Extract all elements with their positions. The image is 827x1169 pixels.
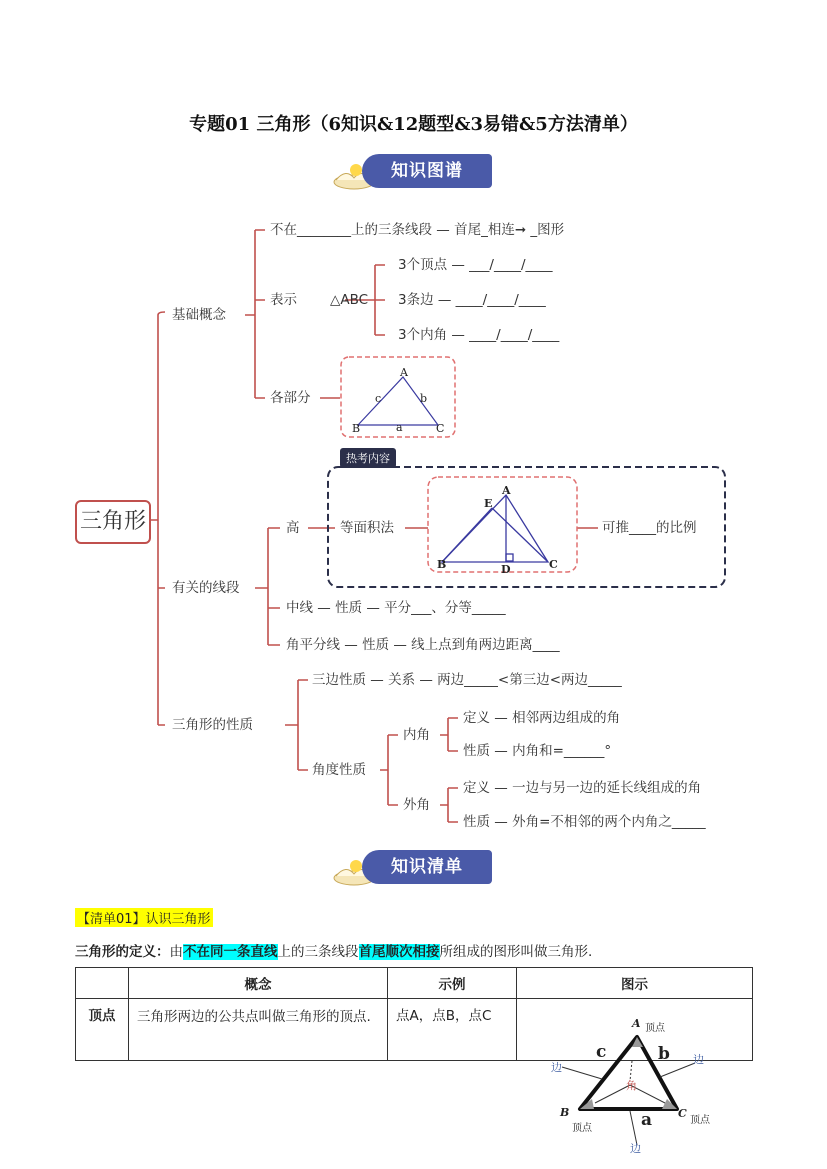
diagram-vertex-a: 顶点: [645, 1023, 665, 1034]
node-ext-def: 定义 — 一边与另一边的延长线组成的角: [463, 780, 702, 796]
fig-label-A: A: [502, 484, 511, 497]
diagram-side-a: a: [641, 1110, 653, 1130]
table-cell-example: 点A，点B，点C: [388, 999, 517, 1061]
hot-content-badge: 热考内容: [340, 448, 396, 468]
node-repr: 表示: [270, 292, 297, 308]
diagram-vertex-c: 顶点: [690, 1115, 710, 1126]
table-cell-name: 顶点: [76, 999, 129, 1061]
table-header: [76, 968, 129, 999]
node-sides: 3条边 — ____/____/____: [398, 292, 546, 308]
diagram-side-b: b: [658, 1044, 670, 1064]
node-bisector: 角平分线 — 性质 — 线上点到角两边距离____: [286, 637, 560, 653]
node-parts: 各部分: [270, 390, 311, 406]
definition-highlight-1: 不在同一条直线: [183, 944, 278, 960]
diagram-side-c: c: [596, 1042, 607, 1062]
node-area-method: 等面积法: [340, 520, 394, 536]
fig-label-C: C: [549, 558, 558, 571]
tri-label-B: B: [352, 422, 361, 435]
node-segments: 有关的线段: [172, 580, 240, 596]
triangle-diagram: [540, 1015, 740, 1155]
banner-title: 知识图谱: [362, 154, 492, 188]
definition-text-1: 由: [169, 944, 183, 960]
node-basic-def: 不在________上的三条线段 — 首尾_相连➞ _图形: [270, 222, 565, 238]
node-interior: 内角: [403, 727, 430, 743]
diagram-vertex-b: 顶点: [572, 1123, 592, 1134]
table-header: 图示: [517, 968, 753, 999]
definition-text-2: 上的三条线段: [277, 944, 359, 960]
node-angles: 3个内角 — ____/____/____: [398, 327, 560, 343]
node-side-prop: 三边性质 — 关系 — 两边_____<第三边<两边_____: [312, 672, 622, 688]
diagram-angle: 角: [626, 1079, 637, 1092]
definition-text-3: 所组成的图形叫做三角形.: [439, 944, 593, 960]
node-abc: △ABC: [330, 292, 369, 308]
node-vertices: 3个顶点 — ___/____/____: [398, 257, 553, 273]
node-int-def: 定义 — 相邻两边组成的角: [463, 710, 621, 726]
banner-title: 知识清单: [362, 850, 492, 884]
tri-label-C: C: [436, 422, 445, 435]
node-properties: 三角形的性质: [172, 717, 253, 733]
node-infer: 可推____的比例: [602, 520, 697, 536]
definition-lead: 三角形的定义：: [75, 944, 170, 960]
node-height: 高: [286, 520, 300, 536]
node-basic: 基础概念: [172, 307, 226, 323]
diagram-label-B: B: [560, 1106, 570, 1119]
table-header: 概念: [129, 968, 388, 999]
node-median: 中线 — 性质 — 平分___、分等_____: [286, 600, 506, 616]
fig-label-B: B: [437, 558, 447, 571]
page-title: 专题01 三角形（6知识&12题型&3易错&5方法清单）: [189, 114, 638, 135]
node-exterior: 外角: [403, 797, 430, 813]
fig-label-E: E: [484, 497, 493, 510]
knowledge-list-banner: [332, 846, 492, 890]
node-angle-prop: 角度性质: [312, 762, 366, 778]
tri-label-a: a: [396, 421, 403, 434]
fig-label-D: D: [501, 563, 511, 576]
node-int-prop: 性质 — 内角和=______°: [463, 743, 612, 759]
tri-label-A: A: [400, 366, 408, 379]
table-cell-concept: 三角形两边的公共点叫做三角形的顶点.: [129, 999, 388, 1061]
definition-highlight-2: 首尾顺次相接: [358, 944, 440, 960]
diagram-edge-bottom: 边: [630, 1142, 641, 1155]
diagram-label-C: C: [678, 1107, 687, 1120]
section-heading: 【清单01】认识三角形: [75, 908, 213, 927]
node-ext-prop: 性质 — 外角=不相邻的两个内角之_____: [463, 814, 706, 830]
diagram-edge-left: 边: [551, 1061, 562, 1074]
triangle-definition: [75, 940, 592, 960]
mindmap-root: 三角形: [75, 500, 151, 544]
diagram-edge-right: 边: [693, 1053, 704, 1066]
diagram-label-A: A: [632, 1017, 641, 1030]
table-header-row: [76, 968, 753, 999]
tri-label-c: c: [375, 392, 382, 405]
table-header: 示例: [388, 968, 517, 999]
tri-label-b: b: [420, 392, 428, 405]
